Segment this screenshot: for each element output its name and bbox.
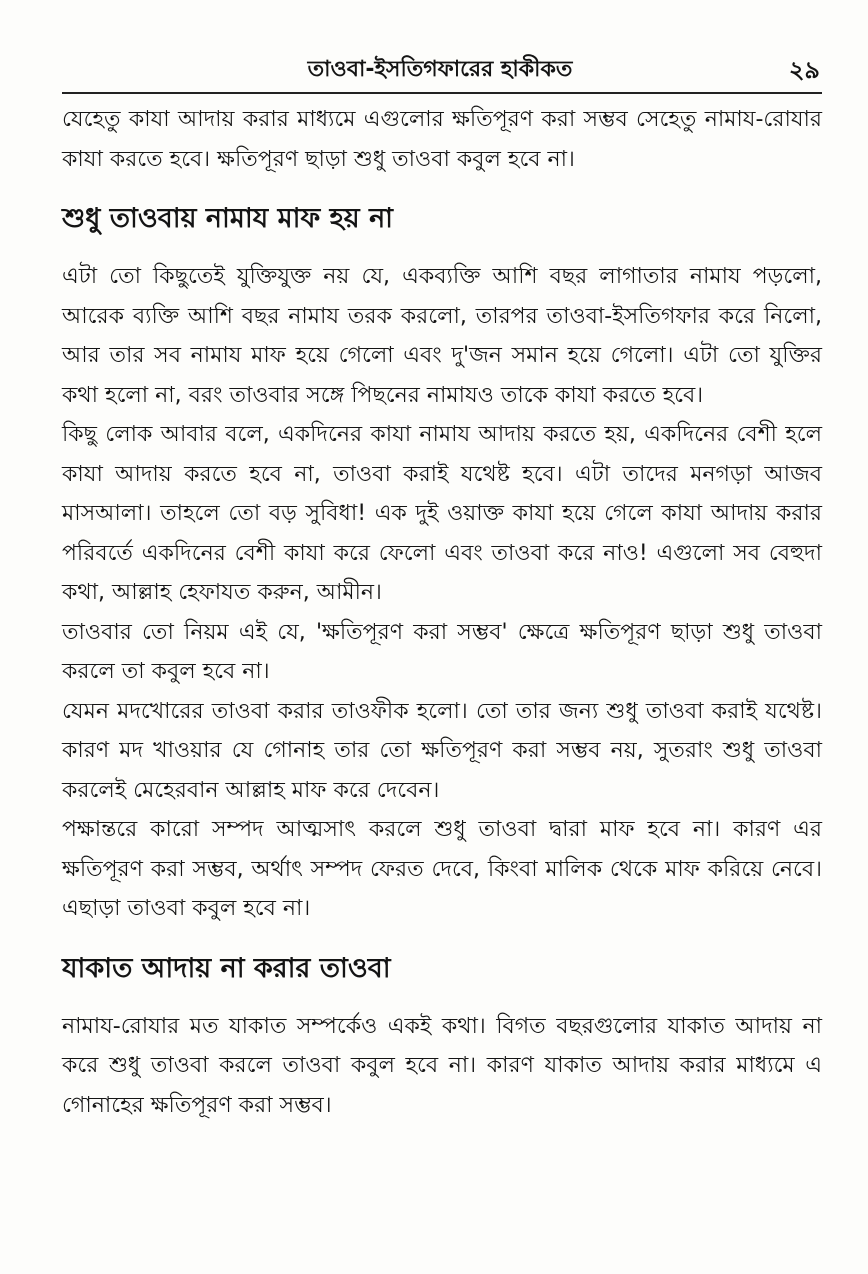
paragraph: যেমন মদখোরের তাওবা করার তাওফীক হলো। তো তার জন্য শুধু তাওবা করাই যথেষ্ট। কারণ মদ খাওয়ার যে গোনাহ তার তো ক্ষতিপূরণ করা সম্ভব নয়, সুতরাং শুধু তাওবা করলেই মেহেরবান আল্লাহ মাফ করে দেবেন। — [62, 698, 822, 803]
paragraph: এটা তো কিছুতেই যুক্তিযুক্ত নয় যে, একব্যক্তি আশি বছর লাগাতার নামায পড়লো, আরেক ব্যক্তি আশি বছর নামায তরক করলো, তারপর তাওবা-ইসতিগফার করে নিলো, আর তার সব নামায মাফ হয়ে গেলো এবং দু'জন সমান হয়ে গেলো। এটা তো যুক্তির কথা হলো না, বরং তাওবার সঙ্গে পিছনের নামাযও তাকে কাযা করতে হবে। — [62, 264, 822, 408]
section-heading-prayer: শুধু তাওবায় নামায মাফ হয় না — [62, 203, 394, 234]
header-rule — [62, 92, 822, 94]
paragraph: পক্ষান্তরে কারো সম্পদ আত্মসাৎ করলে শুধু তাওবা দ্বারা মাফ হবে না। কারণ এর ক্ষতিপূরণ করা সম্ভব, অর্থাৎ সম্পদ ফেরত দেবে, কিংবা মালিক থেকে মাফ করিয়ে নেবে। এছাড়া তাওবা কবুল হবে না। — [62, 817, 822, 921]
running-header — [60, 52, 820, 88]
intro-paragraph: যেহেতু কাযা আদায় করার মাধ্যমে এগুলোর ক্ষতিপূরণ করা সম্ভব সেহেতু নামায-রোযার কাযা করতে হবে। ক্ষতিপূরণ ছাড়া শুধু তাওবা কবুল হবে না। — [62, 107, 822, 172]
body-text — [62, 100, 822, 1125]
page-number: ২৯ — [788, 56, 820, 84]
section-heading-zakat: যাকাত আদায় না করার তাওবা — [62, 952, 391, 984]
running-header-title: তাওবা-ইসতিগফারের হাকীকত — [307, 57, 573, 82]
paragraph: কিছু লোক আবার বলে, একদিনের কাযা নামায আদায় করতে হয়, একদিনের বেশী হলে কাযা আদায় করতে হবে না, তাওবা করাই যথেষ্ট হবে। এটা তাদের মনগড়া আজব মাসআলা। তাহলে তো বড় সুবিধা! এক দুই ওয়াক্ত কাযা হয়ে গেলে কাযা আদায় করার পরিবর্তে একদিনের বেশী কাযা করে ফেলো এবং তাওবা করে নাও! এগুলো সব বেহুদা কথা, আল্লাহ হেফাযত করুন, আমীন। — [62, 422, 822, 605]
paragraph: নামায-রোযার মত যাকাত সম্পর্কেও একই কথা। বিগত বছরগুলোর যাকাত আদায় না করে শুধু তাওবা করলে তাওবা কবুল হবে না। কারণ যাকাত আদায় করার মাধ্যমে এ গোনাহের ক্ষতিপূরণ করা সম্ভব। — [62, 1013, 822, 1118]
paragraph: তাওবার তো নিয়ম এই যে, 'ক্ষতিপূরণ করা সম্ভব' ক্ষেত্রে ক্ষতিপূরণ ছাড়া শুধু তাওবা করলে তা কবুল হবে না। — [62, 619, 822, 684]
